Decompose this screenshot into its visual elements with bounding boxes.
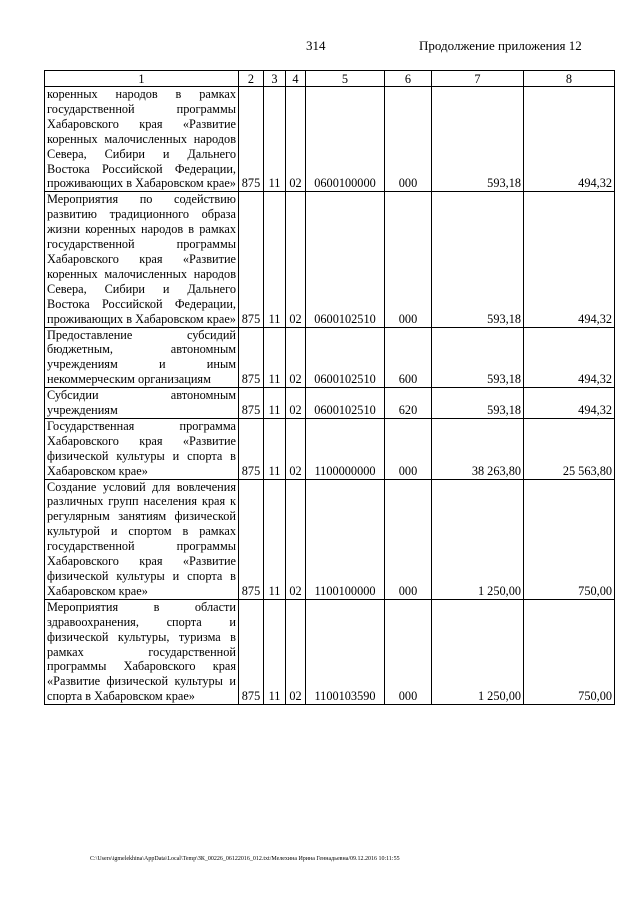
cell-grbs-code: 875 (239, 388, 264, 419)
table-row (45, 479, 615, 599)
cell-amount-year-1: 1 250,00 (432, 479, 524, 599)
table-row (45, 327, 615, 388)
cell-section-code: 11 (264, 599, 286, 704)
cell-expense-type: 620 (385, 388, 432, 419)
cell-section-code: 11 (264, 479, 286, 599)
table-row (45, 418, 615, 479)
cell-subsection-code: 02 (286, 599, 306, 704)
column-header: 4 (286, 71, 306, 87)
row-description: Субсидии автономным учреждениям (45, 388, 239, 419)
cell-grbs-code: 875 (239, 418, 264, 479)
cell-target-article: 0600102510 (306, 192, 385, 327)
budget-table (44, 70, 615, 705)
column-header: 7 (432, 71, 524, 87)
table-row (45, 192, 615, 327)
cell-section-code: 11 (264, 388, 286, 419)
cell-grbs-code: 875 (239, 192, 264, 327)
cell-amount-year-2: 750,00 (524, 479, 615, 599)
column-header: 8 (524, 71, 615, 87)
cell-section-code: 11 (264, 327, 286, 388)
column-header: 6 (385, 71, 432, 87)
cell-target-article: 1100100000 (306, 479, 385, 599)
cell-amount-year-1: 38 263,80 (432, 418, 524, 479)
page-number: 314 (306, 38, 326, 53)
row-description: Предоставление субсидий бюджетным, автономным учреждениям и иным некоммерческим организациям (45, 327, 239, 388)
table-row (45, 388, 615, 419)
column-header: 3 (264, 71, 286, 87)
cell-target-article: 1100000000 (306, 418, 385, 479)
cell-amount-year-2: 25 563,80 (524, 418, 615, 479)
cell-section-code: 11 (264, 87, 286, 192)
cell-subsection-code: 02 (286, 479, 306, 599)
row-description: коренных народов в рамках государственной программы Хабаровского края «Развитие коренных малочисленных народов Севера, Сибири и Дальнего Востока Российской Федерации, проживающих в Хабаровском крае» (45, 87, 239, 192)
cell-expense-type: 600 (385, 327, 432, 388)
cell-amount-year-2: 494,32 (524, 87, 615, 192)
cell-section-code: 11 (264, 192, 286, 327)
cell-target-article: 0600100000 (306, 87, 385, 192)
table-header-row (45, 71, 615, 87)
document-footer-path: C:\Users\igmelekhina\AppData\Local\Temp\ЗК_00226_06122016_012.txt/Мелехина Ирина Геннадьевна/09.12.2016 10:11:55 (90, 856, 400, 862)
cell-subsection-code: 02 (286, 388, 306, 419)
row-description: Мероприятия по содействию развитию традиционного образа жизни коренных народов в рамках государственной программы Хабаровского края «Развитие коренных малочисленных народов Севера, Сибири и Дальнего Востока Российской Федерации, проживающих в Хабаровском крае» (45, 192, 239, 327)
cell-grbs-code: 875 (239, 599, 264, 704)
cell-grbs-code: 875 (239, 87, 264, 192)
cell-amount-year-2: 494,32 (524, 327, 615, 388)
column-header: 1 (45, 71, 239, 87)
cell-subsection-code: 02 (286, 418, 306, 479)
table-row (45, 599, 615, 704)
cell-section-code: 11 (264, 418, 286, 479)
cell-amount-year-1: 593,18 (432, 388, 524, 419)
cell-subsection-code: 02 (286, 87, 306, 192)
cell-amount-year-1: 593,18 (432, 87, 524, 192)
cell-amount-year-1: 593,18 (432, 327, 524, 388)
cell-expense-type: 000 (385, 418, 432, 479)
column-header: 5 (306, 71, 385, 87)
cell-target-article: 0600102510 (306, 327, 385, 388)
cell-expense-type: 000 (385, 599, 432, 704)
cell-amount-year-2: 494,32 (524, 388, 615, 419)
row-description: Мероприятия в области здравоохранения, спорта и физической культуры, туризма в рамках государственной программы Хабаровского края «Развитие физической культуры и спорта в Хабаровском крае» (45, 599, 239, 704)
cell-expense-type: 000 (385, 479, 432, 599)
cell-grbs-code: 875 (239, 479, 264, 599)
row-description: Создание условий для вовлечения различных групп населения края к регулярным занятиям физической культурой и спортом в рамках государственной программы Хабаровского края «Развитие физической культуры и спорта в Хабаровском крае» (45, 479, 239, 599)
cell-subsection-code: 02 (286, 327, 306, 388)
cell-amount-year-1: 593,18 (432, 192, 524, 327)
row-description: Государственная программа Хабаровского края «Развитие физической культуры и спорта в Хабаровском крае» (45, 418, 239, 479)
cell-amount-year-2: 750,00 (524, 599, 615, 704)
cell-amount-year-1: 1 250,00 (432, 599, 524, 704)
cell-expense-type: 000 (385, 87, 432, 192)
cell-subsection-code: 02 (286, 192, 306, 327)
table-row (45, 87, 615, 192)
cell-target-article: 1100103590 (306, 599, 385, 704)
appendix-continuation-title: Продолжение приложения 12 (419, 38, 582, 53)
cell-amount-year-2: 494,32 (524, 192, 615, 327)
column-header: 2 (239, 71, 264, 87)
cell-grbs-code: 875 (239, 327, 264, 388)
cell-target-article: 0600102510 (306, 388, 385, 419)
cell-expense-type: 000 (385, 192, 432, 327)
